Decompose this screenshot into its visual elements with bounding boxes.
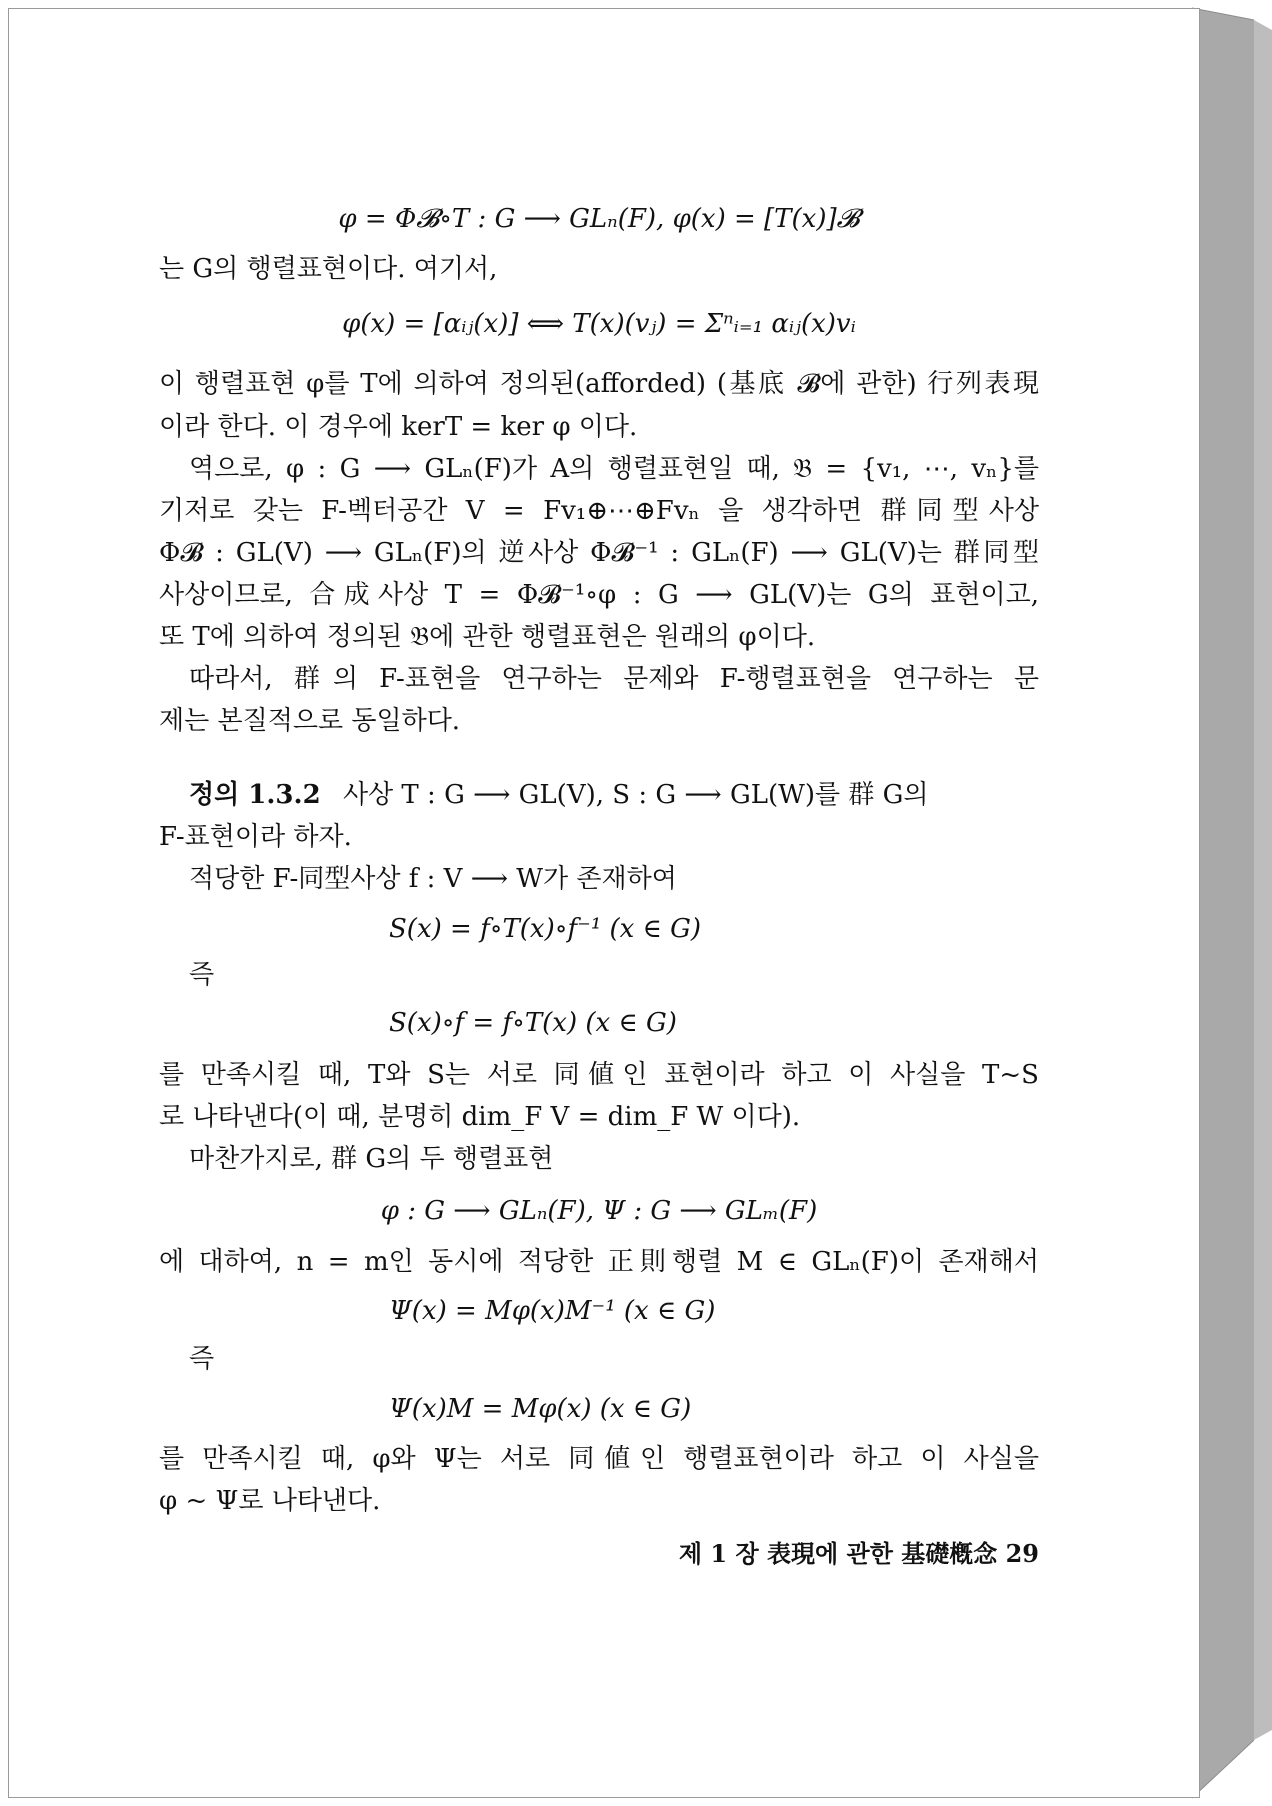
- definition-label: 정의 1.3.2: [189, 780, 321, 810]
- text-line: 기저로 갖는 F-벡터공간 V = Fv₁⊕⋯⊕Fvₙ 을 생각하면 群同型사상: [159, 496, 1039, 526]
- text-line: Φ𝓑 : GL(V) ⟶ GLₙ(F)의 逆사상 Φ𝓑⁻¹ : GLₙ(F) ⟶ GL(V)는 群同型: [159, 538, 1039, 568]
- text-line: 를 만족시킬 때, φ와 Ψ는 서로 同値인 행렬표현이라 하고 이 사실을: [159, 1444, 1039, 1474]
- text-line: 따라서, 群의 F-표현을 연구하는 문제와 F-행렬표현을 연구하는 문: [189, 664, 1039, 694]
- book-edge: [1192, 0, 1272, 1806]
- text-line: 를 만족시킬 때, T와 S는 서로 同値인 표현이라 하고 이 사실을 T~S: [159, 1060, 1039, 1090]
- text-line: 사상이므로, 合成사상 T = Φ𝓑⁻¹∘φ : G ⟶ GL(V)는 G의 표현이고,: [159, 580, 1039, 610]
- text-line: 또 T에 의하여 정의된 𝔅에 관한 행렬표현은 원래의 φ이다.: [159, 622, 816, 652]
- text-line: φ ~ Ψ로 나타낸다.: [159, 1486, 381, 1516]
- equation-5: φ : G ⟶ GLₙ(F), Ψ : G ⟶ GLₘ(F): [380, 1196, 818, 1226]
- equation-1: φ = Φ𝓑∘T : G ⟶ GLₙ(F), φ(x) = [T(x)]𝓑: [338, 204, 860, 234]
- text-line: F-표현이라 하자.: [159, 822, 352, 852]
- book-page: [8, 8, 1200, 1798]
- text-line: 역으로, φ : G ⟶ GLₙ(F)가 A의 행렬표현일 때, 𝔅 = {v₁, ⋯, vₙ}를: [189, 454, 1039, 484]
- page-footer: 제 1 장 表現에 관한 基礎槪念 29: [678, 1539, 1039, 1568]
- text-line: 제는 본질적으로 동일하다.: [159, 706, 461, 736]
- text-line: 즉: [189, 960, 215, 990]
- equation-2: φ(x) = [αᵢⱼ(x)] ⟺ T(x)(vⱼ) = Σⁿᵢ₌₁ αᵢⱼ(x)vᵢ: [342, 309, 856, 339]
- equation-6: Ψ(x) = Mφ(x)M⁻¹ (x ∈ G): [389, 1296, 716, 1326]
- text-line: 이 행렬표현 φ를 T에 의하여 정의된(afforded) (基底 𝓑에 관한) 行列表現: [159, 369, 1039, 399]
- definition-line: [189, 775, 929, 816]
- definition-text: 사상 T : G ⟶ GL(V), S : G ⟶ GL(W)를 群 G의: [342, 780, 929, 810]
- text-line: 즉: [189, 1344, 215, 1374]
- text-line: 마찬가지로, 群 G의 두 행렬표현: [189, 1144, 554, 1174]
- text-line: 적당한 F-同型사상 f : V ⟶ W가 존재하여: [189, 864, 677, 894]
- text-line: 이라 한다. 이 경우에 kerT = ker φ 이다.: [159, 412, 638, 442]
- equation-4: S(x)∘f = f∘T(x) (x ∈ G): [389, 1008, 677, 1038]
- text-line: 로 나타낸다(이 때, 분명히 dim_F V = dim_F W 이다).: [159, 1102, 801, 1132]
- text-line: 는 G의 행렬표현이다. 여기서,: [159, 254, 498, 284]
- text-line: 에 대하여, n = m인 동시에 적당한 正則행렬 M ∈ GLₙ(F)이 존재해서: [159, 1247, 1039, 1277]
- equation-7: Ψ(x)M = Mφ(x) (x ∈ G): [389, 1394, 692, 1424]
- equation-3: S(x) = f∘T(x)∘f⁻¹ (x ∈ G): [389, 914, 702, 944]
